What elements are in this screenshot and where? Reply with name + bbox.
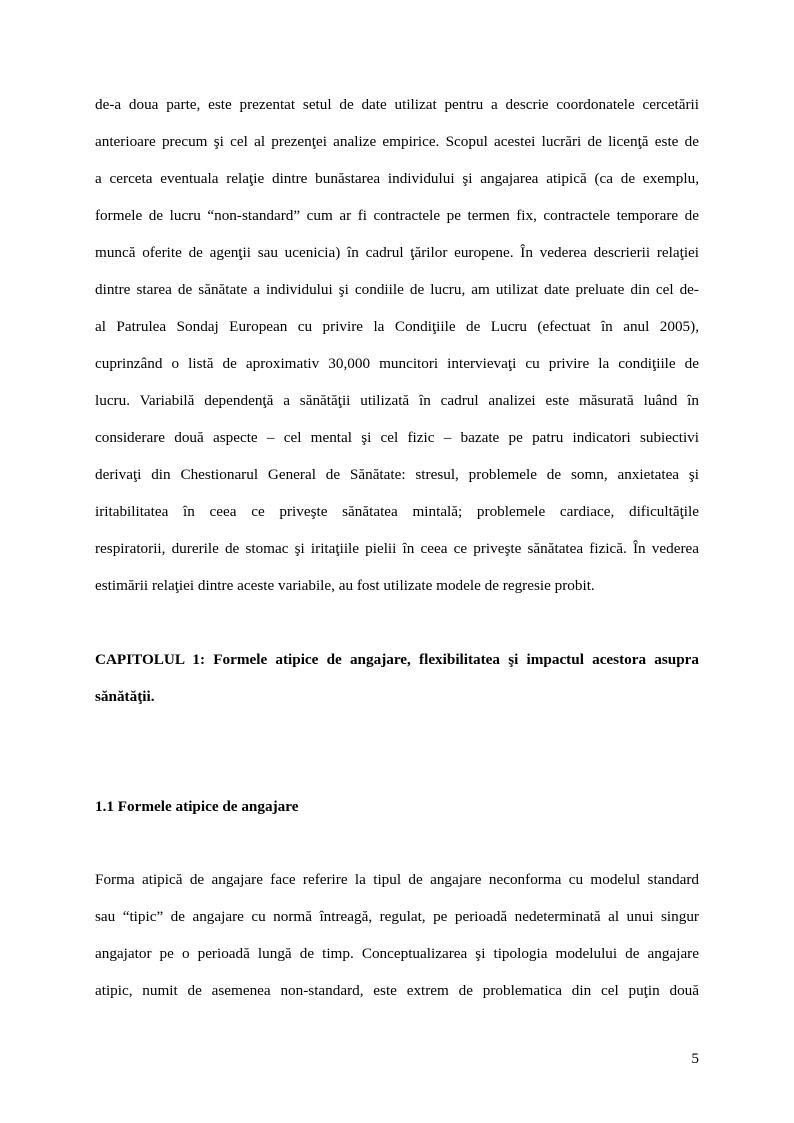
text-line: atipic, numit de asemenea non-standard, este extrem de problematica din cel puţin două — [95, 982, 699, 999]
text-line: al Patrulea Sondaj European cu privire la Condiţiile de Lucru (efectuat în anul 2005), — [95, 318, 699, 335]
text-line: dintre starea de sănătate a individului şi condiile de lucru, am utilizat date preluate din cel de- — [95, 281, 699, 298]
text-line: considerare două aspecte – cel mental şi cel fizic – bazate pe patru indicatori subiectivi — [95, 429, 699, 446]
text-line: Forma atipică de angajare face referire la tipul de angajare neconforma cu modelul standard — [95, 871, 699, 888]
text-line: estimării relaţiei dintre aceste variabile, au fost utilizate modele de regresie probit. — [95, 577, 595, 594]
text-line: lucru. Variabilă dependenţă a sănătăţii utilizată în cadrul analizei este măsurată luând în — [95, 392, 699, 409]
text-line: iritabilitatea în ceea ce priveşte sănătatea mintală; problemele cardiace, dificultăţile — [95, 503, 699, 520]
text-line: de-a doua parte, este prezentat setul de date utilizat pentru a descrie coordonatele cercetării — [95, 96, 699, 113]
text-line: formele de lucru “non-standard” cum ar fi contractele pe termen fix, contractele temporare de — [95, 207, 699, 224]
text-line: anterioare precum şi cel al prezenţei analize empirice. Scopul acestei lucrări de licenţă este de — [95, 133, 699, 150]
text-line: a cerceta eventuala relaţie dintre bunăstarea individului şi angajarea atipică (ca de exemplu, — [95, 170, 699, 187]
text-line: respiratorii, durerile de stomac şi iritaţiile pielii în ceea ce priveşte sănătatea fizică. În vederea — [95, 540, 699, 557]
text-line: cuprinzând o listă de aproximativ 30,000 muncitori intervievaţi cu privire la condiţiile de — [95, 355, 699, 372]
text-line: sau “tipic” de angajare cu normă întreagă, regulat, pe perioadă nedeterminată al unui singur — [95, 908, 699, 925]
text-line: angajator pe o perioadă lungă de timp. Conceptualizarea şi tipologia modelului de angajare — [95, 945, 699, 962]
section-heading: 1.1 Formele atipice de angajare — [95, 798, 299, 815]
chapter-heading-line: CAPITOLUL 1: Formele atipice de angajare, flexibilitatea şi impactul acestora asupra — [95, 651, 699, 668]
text-line: derivaţi din Chestionarul General de Sănătate: stresul, problemele de somn, anxietatea şi — [95, 466, 699, 483]
chapter-heading-line: sănătăţii. — [95, 688, 155, 705]
page-number: 5 — [691, 1050, 699, 1067]
text-line: muncă oferite de agenţii sau ucenicia) în cadrul ţărilor europene. În vederea descrierii relaţiei — [95, 244, 699, 261]
